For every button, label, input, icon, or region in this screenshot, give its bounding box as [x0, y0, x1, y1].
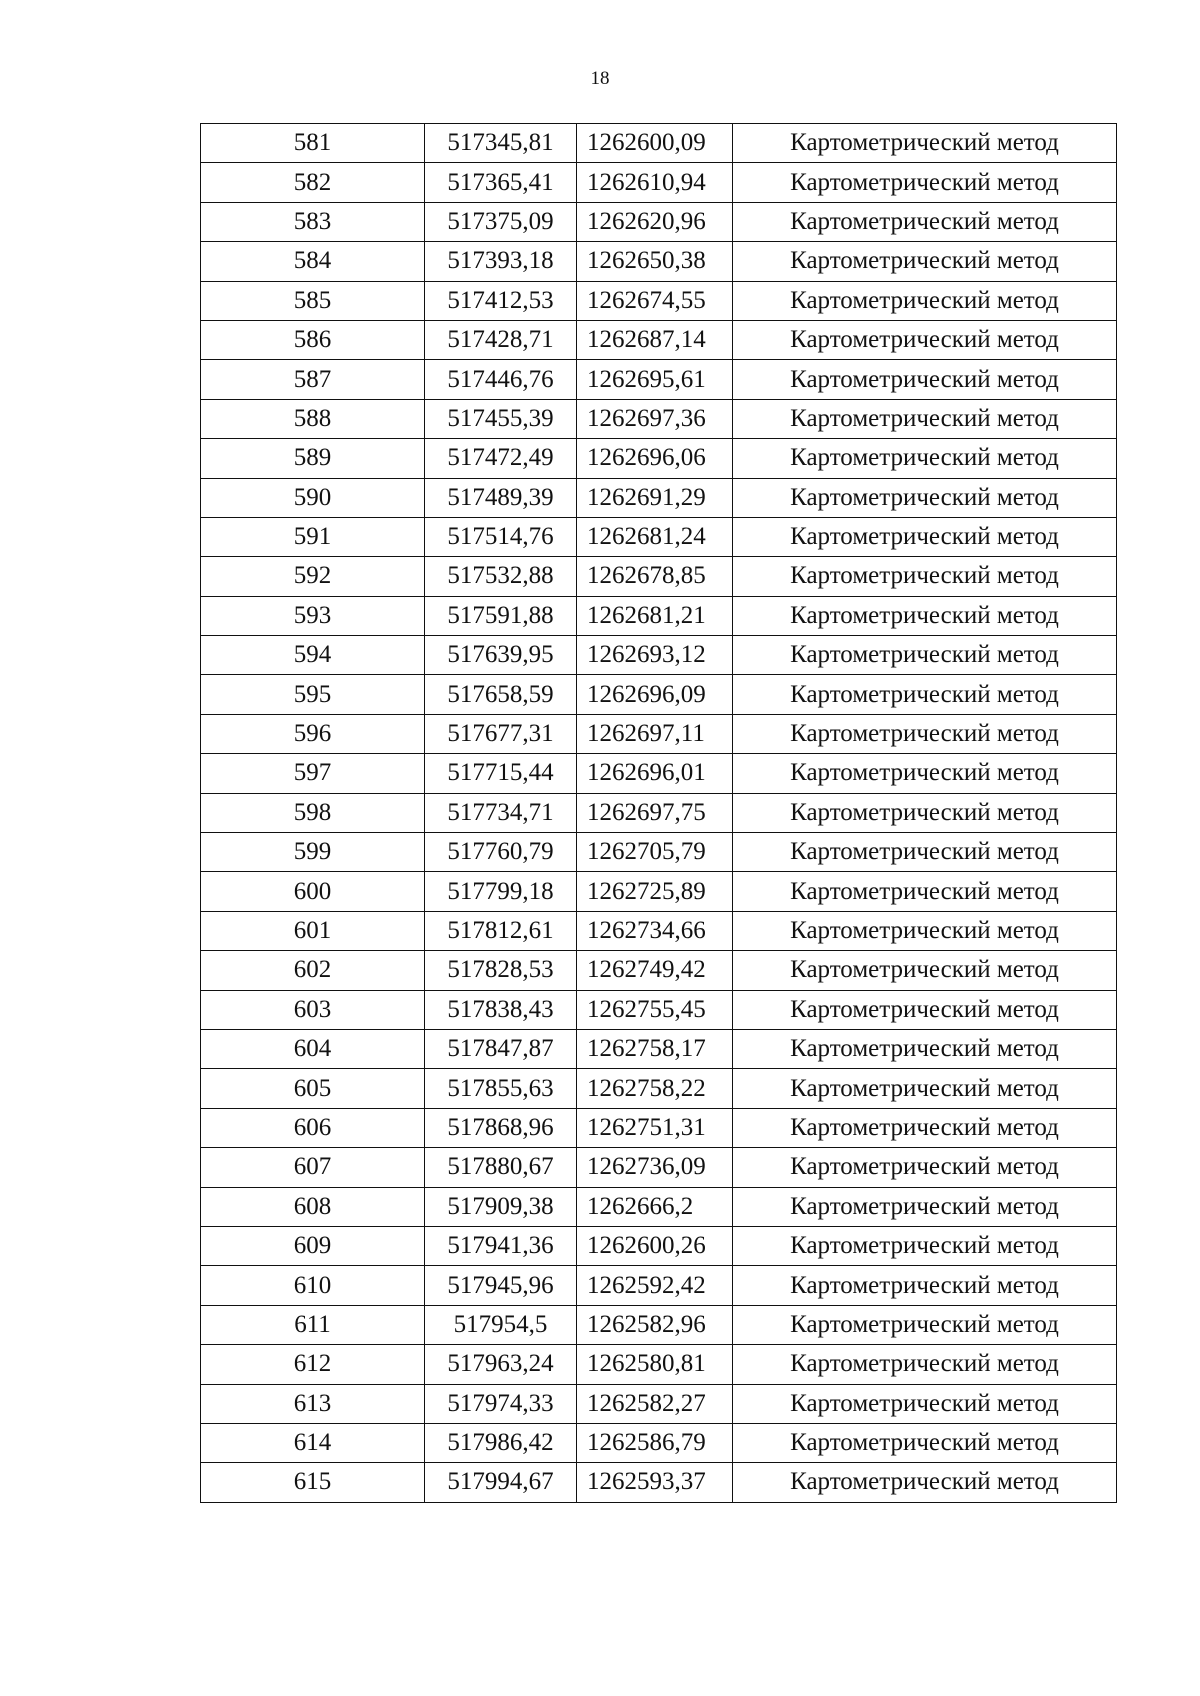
point-number-cell: 582: [201, 163, 425, 202]
table-row: [201, 124, 1117, 163]
x-coordinate-cell: 517455,39: [425, 399, 577, 438]
y-coordinate-cell: 1262600,09: [577, 124, 733, 163]
point-number-cell: 597: [201, 754, 425, 793]
x-coordinate-cell: 517658,59: [425, 675, 577, 714]
y-coordinate-cell: 1262593,37: [577, 1463, 733, 1502]
table-row: [201, 202, 1117, 241]
method-cell: Картометрический метод: [733, 517, 1117, 556]
x-coordinate-cell: 517994,67: [425, 1463, 577, 1502]
point-number-cell: 606: [201, 1108, 425, 1147]
table-row: [201, 399, 1117, 438]
point-number-cell: 615: [201, 1463, 425, 1502]
table-row: [201, 360, 1117, 399]
x-coordinate-cell: 517532,88: [425, 557, 577, 596]
x-coordinate-cell: 517345,81: [425, 124, 577, 163]
point-number-cell: 589: [201, 439, 425, 478]
method-cell: Картометрический метод: [733, 281, 1117, 320]
method-cell: Картометрический метод: [733, 793, 1117, 832]
x-coordinate-cell: 517446,76: [425, 360, 577, 399]
method-cell: Картометрический метод: [733, 1187, 1117, 1226]
table-row: [201, 478, 1117, 517]
table-row: [201, 1187, 1117, 1226]
point-number-cell: 614: [201, 1423, 425, 1462]
point-number-cell: 603: [201, 990, 425, 1029]
y-coordinate-cell: 1262696,09: [577, 675, 733, 714]
point-number-cell: 605: [201, 1069, 425, 1108]
point-number-cell: 608: [201, 1187, 425, 1226]
point-number-cell: 602: [201, 951, 425, 990]
method-cell: Картометрический метод: [733, 320, 1117, 359]
y-coordinate-cell: 1262734,66: [577, 911, 733, 950]
point-number-cell: 596: [201, 714, 425, 753]
table-row: [201, 439, 1117, 478]
point-number-cell: 595: [201, 675, 425, 714]
x-coordinate-cell: 517954,5: [425, 1305, 577, 1344]
y-coordinate-cell: 1262758,17: [577, 1029, 733, 1068]
method-cell: Картометрический метод: [733, 1463, 1117, 1502]
y-coordinate-cell: 1262696,01: [577, 754, 733, 793]
x-coordinate-cell: 517412,53: [425, 281, 577, 320]
y-coordinate-cell: 1262725,89: [577, 872, 733, 911]
x-coordinate-cell: 517514,76: [425, 517, 577, 556]
method-cell: Картометрический метод: [733, 124, 1117, 163]
y-coordinate-cell: 1262681,24: [577, 517, 733, 556]
y-coordinate-cell: 1262693,12: [577, 636, 733, 675]
method-cell: Картометрический метод: [733, 911, 1117, 950]
y-coordinate-cell: 1262592,42: [577, 1266, 733, 1305]
table-row: [201, 675, 1117, 714]
point-number-cell: 594: [201, 636, 425, 675]
y-coordinate-cell: 1262610,94: [577, 163, 733, 202]
method-cell: Картометрический метод: [733, 360, 1117, 399]
table-row: [201, 1423, 1117, 1462]
table-row: [201, 242, 1117, 281]
method-cell: Картометрический метод: [733, 951, 1117, 990]
x-coordinate-cell: 517880,67: [425, 1148, 577, 1187]
y-coordinate-cell: 1262582,96: [577, 1305, 733, 1344]
method-cell: Картометрический метод: [733, 833, 1117, 872]
point-number-cell: 590: [201, 478, 425, 517]
method-cell: Картометрический метод: [733, 557, 1117, 596]
table-row: [201, 951, 1117, 990]
method-cell: Картометрический метод: [733, 1226, 1117, 1265]
method-cell: Картометрический метод: [733, 478, 1117, 517]
y-coordinate-cell: 1262691,29: [577, 478, 733, 517]
method-cell: Картометрический метод: [733, 1384, 1117, 1423]
x-coordinate-cell: 517828,53: [425, 951, 577, 990]
point-number-cell: 601: [201, 911, 425, 950]
table-row: [201, 793, 1117, 832]
point-number-cell: 584: [201, 242, 425, 281]
y-coordinate-cell: 1262696,06: [577, 439, 733, 478]
table-row: [201, 714, 1117, 753]
x-coordinate-cell: 517963,24: [425, 1345, 577, 1384]
x-coordinate-cell: 517909,38: [425, 1187, 577, 1226]
table-row: [201, 754, 1117, 793]
method-cell: Картометрический метод: [733, 596, 1117, 635]
method-cell: Картометрический метод: [733, 1029, 1117, 1068]
table-row: [201, 163, 1117, 202]
table-row: [201, 1463, 1117, 1502]
y-coordinate-cell: 1262751,31: [577, 1108, 733, 1147]
table-row: [201, 990, 1117, 1029]
x-coordinate-cell: 517715,44: [425, 754, 577, 793]
method-cell: Картометрический метод: [733, 990, 1117, 1029]
table-row: [201, 636, 1117, 675]
x-coordinate-cell: 517472,49: [425, 439, 577, 478]
y-coordinate-cell: 1262580,81: [577, 1345, 733, 1384]
method-cell: Картометрический метод: [733, 754, 1117, 793]
table-row: [201, 1148, 1117, 1187]
table-row: [201, 911, 1117, 950]
point-number-cell: 609: [201, 1226, 425, 1265]
point-number-cell: 599: [201, 833, 425, 872]
y-coordinate-cell: 1262681,21: [577, 596, 733, 635]
y-coordinate-cell: 1262650,38: [577, 242, 733, 281]
x-coordinate-cell: 517365,41: [425, 163, 577, 202]
table-row: [201, 1345, 1117, 1384]
table-row: [201, 1069, 1117, 1108]
point-number-cell: 600: [201, 872, 425, 911]
page-number: 18: [590, 68, 610, 89]
point-number-cell: 583: [201, 202, 425, 241]
y-coordinate-cell: 1262695,61: [577, 360, 733, 399]
method-cell: Картометрический метод: [733, 872, 1117, 911]
point-number-cell: 591: [201, 517, 425, 556]
point-number-cell: 592: [201, 557, 425, 596]
method-cell: Картометрический метод: [733, 714, 1117, 753]
method-cell: Картометрический метод: [733, 1423, 1117, 1462]
point-number-cell: 586: [201, 320, 425, 359]
x-coordinate-cell: 517428,71: [425, 320, 577, 359]
y-coordinate-cell: 1262586,79: [577, 1423, 733, 1462]
point-number-cell: 588: [201, 399, 425, 438]
coordinates-table: [200, 123, 1117, 1503]
y-coordinate-cell: 1262582,27: [577, 1384, 733, 1423]
method-cell: Картометрический метод: [733, 202, 1117, 241]
point-number-cell: 587: [201, 360, 425, 399]
y-coordinate-cell: 1262705,79: [577, 833, 733, 872]
method-cell: Картометрический метод: [733, 1345, 1117, 1384]
y-coordinate-cell: 1262687,14: [577, 320, 733, 359]
x-coordinate-cell: 517799,18: [425, 872, 577, 911]
y-coordinate-cell: 1262674,55: [577, 281, 733, 320]
coordinates-table-body: [201, 124, 1117, 1503]
method-cell: Картометрический метод: [733, 675, 1117, 714]
method-cell: Картометрический метод: [733, 242, 1117, 281]
x-coordinate-cell: 517639,95: [425, 636, 577, 675]
x-coordinate-cell: 517677,31: [425, 714, 577, 753]
table-row: [201, 1305, 1117, 1344]
point-number-cell: 610: [201, 1266, 425, 1305]
table-row: [201, 1108, 1117, 1147]
y-coordinate-cell: 1262620,96: [577, 202, 733, 241]
y-coordinate-cell: 1262666,2: [577, 1187, 733, 1226]
table-row: [201, 872, 1117, 911]
table-row: [201, 557, 1117, 596]
table-row: [201, 320, 1117, 359]
y-coordinate-cell: 1262697,11: [577, 714, 733, 753]
method-cell: Картометрический метод: [733, 1069, 1117, 1108]
point-number-cell: 613: [201, 1384, 425, 1423]
y-coordinate-cell: 1262697,75: [577, 793, 733, 832]
point-number-cell: 604: [201, 1029, 425, 1068]
method-cell: Картометрический метод: [733, 1108, 1117, 1147]
point-number-cell: 611: [201, 1305, 425, 1344]
x-coordinate-cell: 517855,63: [425, 1069, 577, 1108]
table-row: [201, 596, 1117, 635]
y-coordinate-cell: 1262749,42: [577, 951, 733, 990]
x-coordinate-cell: 517974,33: [425, 1384, 577, 1423]
method-cell: Картометрический метод: [733, 439, 1117, 478]
table-row: [201, 1029, 1117, 1068]
y-coordinate-cell: 1262758,22: [577, 1069, 733, 1108]
table-row: [201, 1226, 1117, 1265]
point-number-cell: 598: [201, 793, 425, 832]
table-row: [201, 1266, 1117, 1305]
point-number-cell: 607: [201, 1148, 425, 1187]
method-cell: Картометрический метод: [733, 1148, 1117, 1187]
x-coordinate-cell: 517393,18: [425, 242, 577, 281]
point-number-cell: 581: [201, 124, 425, 163]
method-cell: Картометрический метод: [733, 1305, 1117, 1344]
point-number-cell: 612: [201, 1345, 425, 1384]
y-coordinate-cell: 1262755,45: [577, 990, 733, 1029]
method-cell: Картометрический метод: [733, 399, 1117, 438]
point-number-cell: 593: [201, 596, 425, 635]
y-coordinate-cell: 1262697,36: [577, 399, 733, 438]
x-coordinate-cell: 517868,96: [425, 1108, 577, 1147]
x-coordinate-cell: 517734,71: [425, 793, 577, 832]
table-row: [201, 1384, 1117, 1423]
y-coordinate-cell: 1262736,09: [577, 1148, 733, 1187]
point-number-cell: 585: [201, 281, 425, 320]
x-coordinate-cell: 517489,39: [425, 478, 577, 517]
method-cell: Картометрический метод: [733, 1266, 1117, 1305]
table-row: [201, 833, 1117, 872]
x-coordinate-cell: 517941,36: [425, 1226, 577, 1265]
x-coordinate-cell: 517760,79: [425, 833, 577, 872]
x-coordinate-cell: 517847,87: [425, 1029, 577, 1068]
x-coordinate-cell: 517591,88: [425, 596, 577, 635]
y-coordinate-cell: 1262678,85: [577, 557, 733, 596]
x-coordinate-cell: 517838,43: [425, 990, 577, 1029]
x-coordinate-cell: 517945,96: [425, 1266, 577, 1305]
y-coordinate-cell: 1262600,26: [577, 1226, 733, 1265]
method-cell: Картометрический метод: [733, 163, 1117, 202]
table-row: [201, 517, 1117, 556]
x-coordinate-cell: 517375,09: [425, 202, 577, 241]
x-coordinate-cell: 517986,42: [425, 1423, 577, 1462]
x-coordinate-cell: 517812,61: [425, 911, 577, 950]
method-cell: Картометрический метод: [733, 636, 1117, 675]
table-row: [201, 281, 1117, 320]
